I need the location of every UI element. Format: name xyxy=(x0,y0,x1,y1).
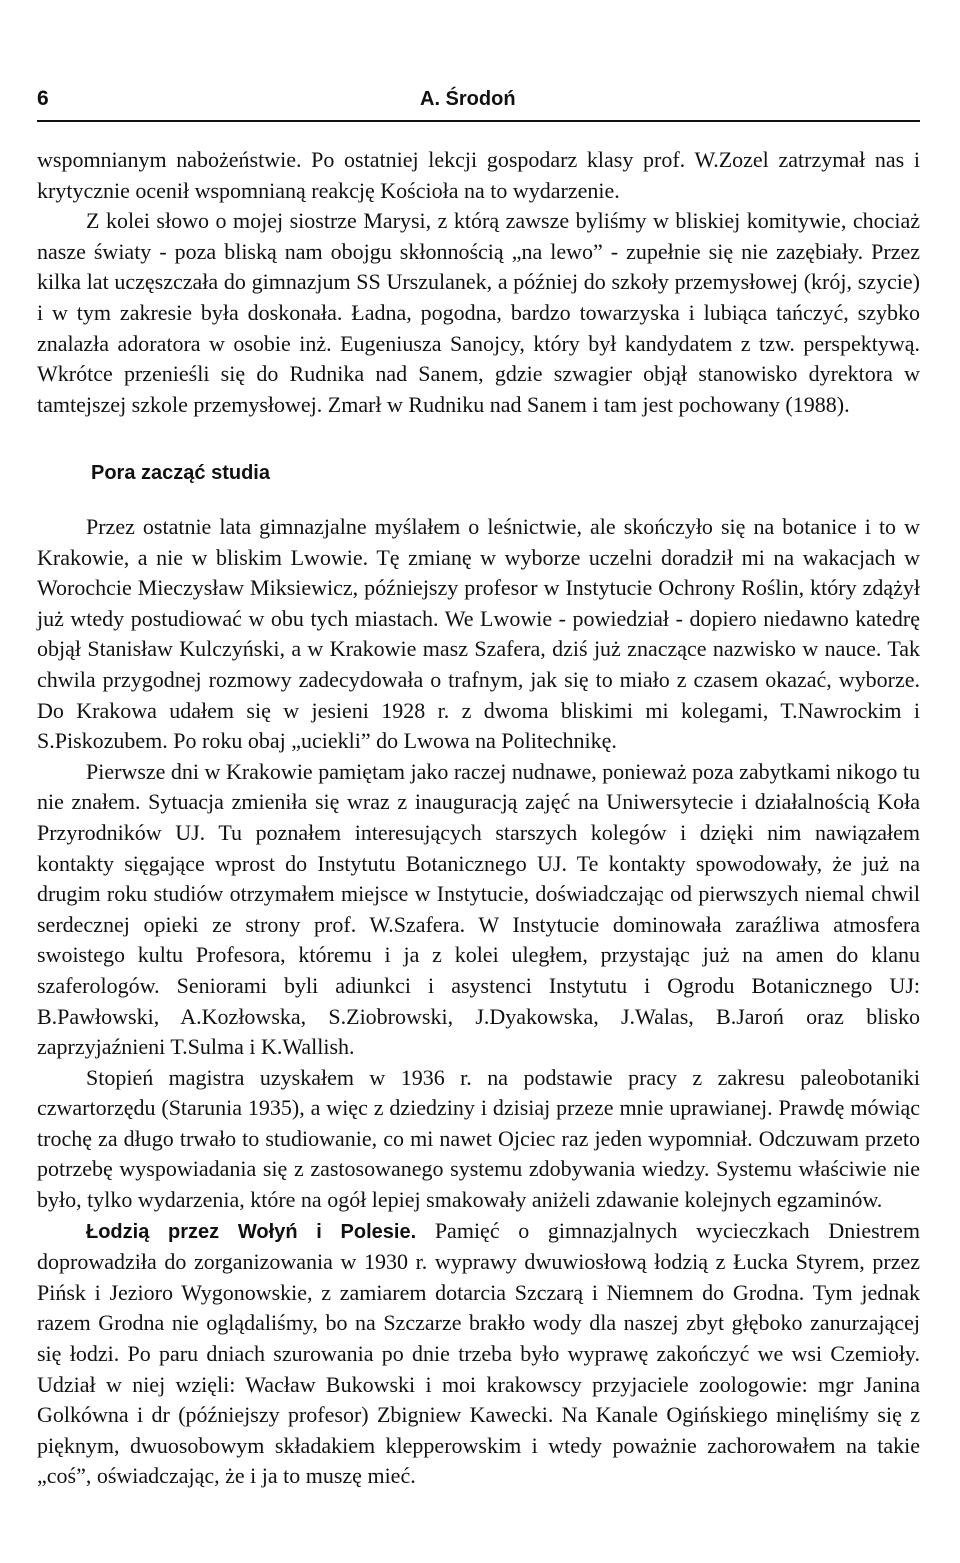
running-head-author: A. Środoń xyxy=(420,88,516,110)
studies-paragraph: Przez ostatnie lata gimnazjalne myślałem o leśnictwie, ale skończyło się na botanice i to w Krakowie, a nie w bliskim Lwowie. Tę zmianę w wyborze uczelni doradził mi na wakacjach w Worochcie Mieczysław Miksiewicz, późniejszy profesor w Instytucie Ochrony Roślin, który zdążył już wtedy postudiować w obu tych miastach. We Lwowie - powiedział - dopiero niedawno katedrę objął Stanisław Kulczyński, a w Krakowie masz Szafera, dziś już znaczące nazwisko w nauce. Tak chwila przygodnej rozmowy zadecydowała o trafnym, jak się to miało z czasem okazać, wyborze. Do Krakowa udałem się w jesieni 1928 r. z dwoma bliskimi mi kolegami, T.Nawrockim i S.Piskozubem. Po roku obaj „uciekli” do Lwowa na Politechnikę. xyxy=(37,514,920,754)
section-title: Pora zacząć studia xyxy=(91,462,270,484)
masters-paragraph: Stopień magistra uzyskałem w 1936 r. na podstawie pracy z zakresu paleobotaniki czwartorzędu (Starunia 1935), a więc z dziedziny i dzisiaj przeze mnie uprawianej. Prawdę mówiąc trochę za długo trwało to studiowanie, co mi nawet Ojciec raz jeden wypomniał. Odczuwam przeto potrzebę wyspowiadania się z zastosowanego systemu zdobywania wiedzy. Systemu właściwie nie było, tylko wydarzenia, które na ogół lepiej smakowały aniżeli zdawanie kolejnych egzaminów. xyxy=(37,1064,920,1213)
sister-paragraph: Z kolei słowo o mojej siostrze Marysi, z którą zawsze byliśmy w bliskiej komitywie, chociaż nasze światy - poza bliską nam obojgu skłonnością „na lewo” - zupełnie się nie zazębiały. Przez kilka lat uczęszczała do gimnazjum SS Urszulanek, a później do szkoły przemysłowej (krój, szycie) i w tym zakresie była doskonała. Ładna, pogodna, bardzo towarzyska i lubiąca tańczyć, szybko znalazła adoratora w osobie inż. Eugeniusza Sanojcy, który był kandydatem z tzw. perspektywą. Wkrótce przenieśli się do Rudnika nad Sanem, gdzie szwagier objął stanowisko dyrektora w tamtejszej szkole przemysłowej. Zmarł w Rudniku nad Sanem i tam jest pochowany (1988). xyxy=(37,208,920,417)
krakow-paragraph: Pierwsze dni w Krakowie pamiętam jako raczej nudnawe, ponieważ poza zabytkami nikogo tu nie znałem. Sytuacja zmieniła się wraz z inauguracją zajęć na Uniwersytecie i działalnością Koła Przyrodników UJ. Tu poznałem interesujących starszych kolegów i dzięki nim nawiązałem kontakty sięgające wprost do Instytutu Botanicznego UJ. Te kontakty spowodowały, że już na drugim roku studiów otrzymałem miejsce w Instytucie, doświadczając od pierwszych niemal chwil serdecznej opieki ze strony prof. W.Szafera. W Instytucie dominowała zaraźliwa atmosfera swoistego kultu Profesora, któremu i ja z kolei uległem, przystając już na amen do klanu szaferologów. Seniorami byli adiunkci i asystenci Instytutu i Ogrodu Botanicznego UJ: B.Pawłowski, A.Kozłowska, S.Ziobrowski, J.Dyakowska, J.Walas, B.Jaroń oraz blisko zaprzyjaźnieni T.Sulma i K.Wallish. xyxy=(37,758,920,1060)
page-header xyxy=(37,80,920,122)
page-number: 6 xyxy=(37,87,49,110)
expedition-text: Pamięć o gimnazjalnych wycieczkach Dniestrem doprowadziła do zorganizowania w 1930 r. wyprawy dwuwiosłową łodzią z Łucka Styrem, przez Pińsk i Jezioro Wygonowskie, z zamiarem dotarcia Szczarą i Niemnem do Grodna. Tym jednak razem Grodna nie oglądaliśmy, bo na Szczarze brakło wody dla naszej zbyt głęboko zanurzającej się łodzi. Po paru dniach szurowania po dnie trzeba było wyprawę zakończyć we wsi Czemioły. Udział w niej wzięli: Wacław Bukowski i moi krakowscy przyjaciele zoologowie: mgr Janina Golkówna i dr (późniejszy profesor) Zbigniew Kawecki. Na Kanale Ogińskiego minęliśmy się z pięknym, dwuosobowym składakiem klepperowskim i wtedy poważnie zachorowałem na takie „coś”, oświadczając, że i ja to muszę mieć. xyxy=(37,1217,920,1489)
expedition-heading: Łodzią przez Wołyń i Polesie. xyxy=(86,1220,417,1243)
expedition-paragraph xyxy=(37,1216,920,1492)
section-body xyxy=(37,512,920,1492)
intro-text xyxy=(37,145,920,420)
continued-paragraph: wspomnianym nabożeństwie. Po ostatniej lekcji gospodarz klasy prof. W.Zozel zatrzymał nas i krytycznie ocenił wspomnianą reakcję Kościoła na to wydarzenie. xyxy=(37,147,920,203)
